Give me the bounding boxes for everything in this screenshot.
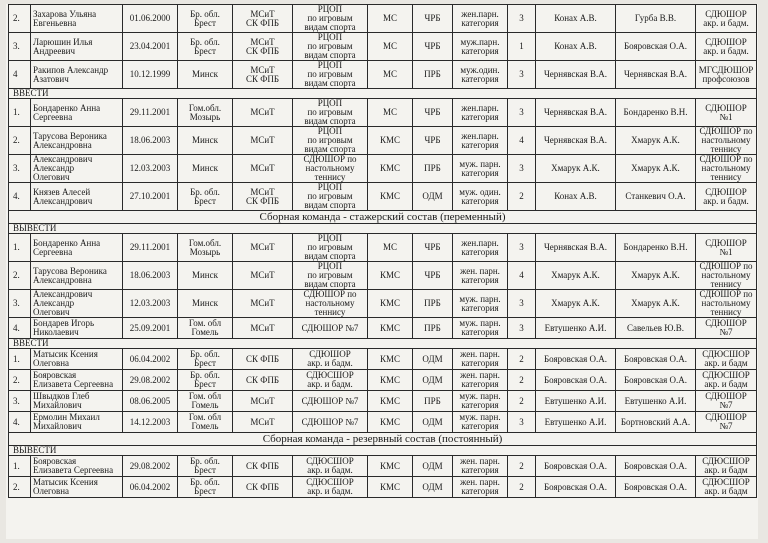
place-cell: 2 [508, 370, 536, 391]
coach-primary-cell: Бояровская О.А. [536, 456, 616, 477]
club-cell: СДЮСШОР акр. и бадм [696, 349, 757, 370]
region-cell: Гом.обл. Мозырь [178, 99, 233, 127]
birth-date-cell: 12.03.2003 [123, 290, 178, 318]
competition-category-cell: муж. один. категория [453, 183, 508, 211]
coach-primary-cell: Бояровская О.А. [536, 477, 616, 498]
training-school-cell: РЦОП по игровым видам спорта [293, 61, 368, 89]
row-number-cell: 4. [9, 318, 31, 339]
place-cell: 4 [508, 127, 536, 155]
athlete-name-cell: Бондарев Игорь Николаевич [31, 318, 123, 339]
region-cell: Минск [178, 61, 233, 89]
sport-rank-cell: МС [368, 33, 413, 61]
coach-personal-cell: Хмарук А.К. [616, 290, 696, 318]
coach-primary-cell: Хмарук А.К. [536, 290, 616, 318]
coach-primary-cell: Конах А.В. [536, 183, 616, 211]
club-cell: СДЮШОР акр. и бадм. [696, 5, 757, 33]
coach-personal-cell: Гурба В.В. [616, 5, 696, 33]
department-cell: МСиТ [233, 290, 293, 318]
club-cell: СДЮШОР №7 [696, 318, 757, 339]
birth-date-cell: 06.04.2002 [123, 349, 178, 370]
department-cell: МСиТ [233, 412, 293, 433]
place-cell: 3 [508, 99, 536, 127]
training-school-cell: РЦОП по игровым видам спорта [293, 99, 368, 127]
competition-category-cell: жен. парн. категория [453, 456, 508, 477]
athlete-name-cell: Ларюшин Илья Андреевич [31, 33, 123, 61]
coach-primary-cell: Чернявская В.А. [536, 61, 616, 89]
coach-personal-cell: Бортновский А.А. [616, 412, 696, 433]
training-school-cell: СДЮШОР №7 [293, 412, 368, 433]
row-number-cell: 2. [9, 262, 31, 290]
competition-category-cell: жен. парн. категория [453, 370, 508, 391]
place-cell: 1 [508, 33, 536, 61]
coach-primary-cell: Хмарук А.К. [536, 155, 616, 183]
training-school-cell: РЦОП по игровым видам спорта [293, 262, 368, 290]
region-cell: Минск [178, 290, 233, 318]
birth-date-cell: 29.11.2001 [123, 99, 178, 127]
table-row [9, 370, 757, 391]
action-marker-row [9, 339, 757, 349]
action-marker: ВВЕСТИ [9, 339, 757, 349]
department-cell: СК ФПБ [233, 477, 293, 498]
coach-primary-cell: Конах А.В. [536, 5, 616, 33]
athlete-name-cell: Бондаренко Анна Сергеевна [31, 99, 123, 127]
sport-rank-cell: КМС [368, 127, 413, 155]
birth-date-cell: 29.11.2001 [123, 234, 178, 262]
birth-date-cell: 18.06.2003 [123, 262, 178, 290]
department-cell: МСиТ СК ФПБ [233, 61, 293, 89]
birth-date-cell: 12.03.2003 [123, 155, 178, 183]
club-cell: СДЮШОР №1 [696, 99, 757, 127]
table-row [9, 33, 757, 61]
club-cell: СДЮШОР по настольному теннису [696, 262, 757, 290]
athlete-name-cell: Бондаренко Анна Сергеевна [31, 234, 123, 262]
club-cell: СДЮШОР акр. и бадм. [696, 33, 757, 61]
region-cell: Бр. обл. Брест [178, 5, 233, 33]
action-marker: ВВЕСТИ [9, 89, 757, 99]
coach-personal-cell: Бондаренко В.Н. [616, 234, 696, 262]
birth-date-cell: 29.08.2002 [123, 456, 178, 477]
section-heading-row [9, 433, 757, 446]
training-school-cell: СДЮШОР №7 [293, 318, 368, 339]
team-status-cell: ОДМ [413, 412, 453, 433]
training-school-cell: РЦОП по игровым видам спорта [293, 33, 368, 61]
place-cell: 3 [508, 5, 536, 33]
sport-rank-cell: КМС [368, 183, 413, 211]
athlete-name-cell: Александрович Александр Олегович [31, 155, 123, 183]
sport-rank-cell: МС [368, 5, 413, 33]
table-row [9, 477, 757, 498]
competition-category-cell: муж. парн. категория [453, 412, 508, 433]
athlete-name-cell: Захарова Ульяна Евгеньевна [31, 5, 123, 33]
club-cell: СДЮШОР №7 [696, 412, 757, 433]
sport-rank-cell: КМС [368, 290, 413, 318]
training-school-cell: РЦОП по игровым видам спорта [293, 127, 368, 155]
competition-category-cell: жен.парн. категория [453, 127, 508, 155]
team-status-cell: ОДМ [413, 477, 453, 498]
sport-rank-cell: КМС [368, 477, 413, 498]
coach-personal-cell: Хмарук А.К. [616, 262, 696, 290]
row-number-cell: 3. [9, 391, 31, 412]
birth-date-cell: 27.10.2001 [123, 183, 178, 211]
birth-date-cell: 08.06.2005 [123, 391, 178, 412]
row-number-cell: 4. [9, 412, 31, 433]
competition-category-cell: муж. парн. категория [453, 391, 508, 412]
row-number-cell: 4 [9, 61, 31, 89]
club-cell: СДЮШОР по настольному теннису [696, 290, 757, 318]
coach-personal-cell: Бондаренко В.Н. [616, 99, 696, 127]
birth-date-cell: 18.06.2003 [123, 127, 178, 155]
competition-category-cell: жен. парн. категория [453, 262, 508, 290]
table-row [9, 234, 757, 262]
team-status-cell: ПРБ [413, 290, 453, 318]
department-cell: МСиТ [233, 262, 293, 290]
sport-rank-cell: КМС [368, 349, 413, 370]
region-cell: Гом. обл Гомель [178, 318, 233, 339]
training-school-cell: СДЮШОР по настольному теннису [293, 290, 368, 318]
table-row [9, 391, 757, 412]
table-row [9, 183, 757, 211]
coach-personal-cell: Бояровская О.А. [616, 370, 696, 391]
row-number-cell: 2. [9, 127, 31, 155]
coach-personal-cell: Станкевич О.А. [616, 183, 696, 211]
team-status-cell: ЧРБ [413, 33, 453, 61]
table-row [9, 61, 757, 89]
coach-primary-cell: Евтушенко А.И. [536, 412, 616, 433]
row-number-cell: 2. [9, 477, 31, 498]
athlete-name-cell: Князев Алесей Александрович [31, 183, 123, 211]
coach-primary-cell: Евтушенко А.И. [536, 391, 616, 412]
region-cell: Бр. обл. Брест [178, 477, 233, 498]
athlete-name-cell: Бояровская Елизавета Сергеевна [31, 456, 123, 477]
table-row [9, 127, 757, 155]
action-marker-row [9, 224, 757, 234]
athlete-name-cell: Ермолин Михаил Михайлович [31, 412, 123, 433]
competition-category-cell: муж. парн. категория [453, 155, 508, 183]
competition-category-cell: жен.парн. категория [453, 99, 508, 127]
team-status-cell: ПРБ [413, 318, 453, 339]
roster-body [9, 5, 757, 498]
roster-table [8, 4, 757, 498]
department-cell: СК ФПБ [233, 370, 293, 391]
table-row [9, 262, 757, 290]
department-cell: МСиТ [233, 318, 293, 339]
sport-rank-cell: МС [368, 61, 413, 89]
team-status-cell: ОДМ [413, 370, 453, 391]
table-row [9, 456, 757, 477]
sport-rank-cell: КМС [368, 391, 413, 412]
team-status-cell: ПРБ [413, 155, 453, 183]
training-school-cell: СДЮШОР №7 [293, 391, 368, 412]
region-cell: Бр. обл. Брест [178, 349, 233, 370]
team-status-cell: ОДМ [413, 456, 453, 477]
place-cell: 2 [508, 456, 536, 477]
team-status-cell: ПРБ [413, 61, 453, 89]
coach-primary-cell: Хмарук А.К. [536, 262, 616, 290]
place-cell: 3 [508, 290, 536, 318]
club-cell: СДЮШОР №1 [696, 234, 757, 262]
coach-primary-cell: Чернявская В.А. [536, 99, 616, 127]
athlete-name-cell: Швыдков Глеб Михайлович [31, 391, 123, 412]
athlete-name-cell: Ракипов Александр Азатович [31, 61, 123, 89]
section-heading-row [9, 211, 757, 224]
coach-primary-cell: Конах А.В. [536, 33, 616, 61]
place-cell: 3 [508, 61, 536, 89]
place-cell: 3 [508, 412, 536, 433]
department-cell: МСиТ СК ФПБ [233, 183, 293, 211]
coach-personal-cell: Хмарук А.К. [616, 155, 696, 183]
region-cell: Минск [178, 155, 233, 183]
team-status-cell: ЧРБ [413, 5, 453, 33]
row-number-cell: 1. [9, 456, 31, 477]
coach-primary-cell: Бояровская О.А. [536, 349, 616, 370]
club-cell: СДЮШОР по настольному теннису [696, 127, 757, 155]
action-marker: ВЫВЕСТИ [9, 446, 757, 456]
training-school-cell: СДЮШОР акр. и бадм. [293, 349, 368, 370]
section-heading: Сборная команда - стажерский состав (переменный) [9, 211, 757, 224]
team-status-cell: ЧРБ [413, 127, 453, 155]
athlete-name-cell: Бояровская Елизавета Сергеевна [31, 370, 123, 391]
coach-primary-cell: Чернявская В.А. [536, 127, 616, 155]
table-row [9, 318, 757, 339]
region-cell: Гом. обл Гомель [178, 412, 233, 433]
coach-personal-cell: Савельев Ю.В. [616, 318, 696, 339]
birth-date-cell: 25.09.2001 [123, 318, 178, 339]
training-school-cell: РЦОП по игровым видам спорта [293, 234, 368, 262]
sport-rank-cell: КМС [368, 412, 413, 433]
competition-category-cell: жен. парн. категория [453, 349, 508, 370]
coach-personal-cell: Хмарук А.К. [616, 127, 696, 155]
row-number-cell: 3. [9, 155, 31, 183]
competition-category-cell: жен. парн. категория [453, 477, 508, 498]
sport-rank-cell: МС [368, 234, 413, 262]
birth-date-cell: 01.06.2000 [123, 5, 178, 33]
region-cell: Гом.обл. Мозырь [178, 234, 233, 262]
place-cell: 4 [508, 262, 536, 290]
row-number-cell: 2. [9, 5, 31, 33]
competition-category-cell: муж. парн. категория [453, 290, 508, 318]
club-cell: МГСДЮШОР профсоюзов [696, 61, 757, 89]
coach-primary-cell: Евтушенко А.И. [536, 318, 616, 339]
athlete-name-cell: Александрович Александр Олегович [31, 290, 123, 318]
sport-rank-cell: МС [368, 99, 413, 127]
department-cell: МСиТ [233, 234, 293, 262]
coach-personal-cell: Бояровская О.А. [616, 349, 696, 370]
team-status-cell: ЧРБ [413, 234, 453, 262]
team-status-cell: ПРБ [413, 391, 453, 412]
birth-date-cell: 29.08.2002 [123, 370, 178, 391]
department-cell: СК ФПБ [233, 349, 293, 370]
action-marker-row [9, 446, 757, 456]
competition-category-cell: жен.парн. категория [453, 234, 508, 262]
training-school-cell: СДЮШОР по настольному теннису [293, 155, 368, 183]
row-number-cell: 3. [9, 33, 31, 61]
department-cell: МСиТ [233, 127, 293, 155]
region-cell: Бр. обл. Брест [178, 183, 233, 211]
row-number-cell: 2. [9, 370, 31, 391]
table-row [9, 290, 757, 318]
team-status-cell: ОДМ [413, 183, 453, 211]
region-cell: Бр. обл. Брест [178, 33, 233, 61]
table-row [9, 99, 757, 127]
sport-rank-cell: КМС [368, 318, 413, 339]
region-cell: Бр. обл. Брест [178, 370, 233, 391]
team-status-cell: ЧРБ [413, 99, 453, 127]
region-cell: Минск [178, 127, 233, 155]
row-number-cell: 4. [9, 183, 31, 211]
club-cell: СДЮСШОР акр. и бадм [696, 477, 757, 498]
coach-primary-cell: Бояровская О.А. [536, 370, 616, 391]
club-cell: СДЮШОР акр. и бадм. [696, 183, 757, 211]
competition-category-cell: муж.парн. категория [453, 33, 508, 61]
place-cell: 2 [508, 391, 536, 412]
document-page [6, 4, 758, 539]
place-cell: 2 [508, 349, 536, 370]
sport-rank-cell: КМС [368, 155, 413, 183]
department-cell: МСиТ СК ФПБ [233, 33, 293, 61]
sport-rank-cell: КМС [368, 262, 413, 290]
club-cell: СДЮСШОР акр. и бадм [696, 370, 757, 391]
place-cell: 2 [508, 183, 536, 211]
coach-primary-cell: Чернявская В.А. [536, 234, 616, 262]
coach-personal-cell: Бояровская О.А. [616, 33, 696, 61]
training-school-cell: СДЮСШОР акр. и бадм. [293, 456, 368, 477]
region-cell: Гом. обл Гомель [178, 391, 233, 412]
competition-category-cell: муж. парн. категория [453, 318, 508, 339]
row-number-cell: 1. [9, 234, 31, 262]
place-cell: 3 [508, 234, 536, 262]
team-status-cell: ЧРБ [413, 262, 453, 290]
athlete-name-cell: Матысик Ксения Олеговна [31, 477, 123, 498]
place-cell: 2 [508, 477, 536, 498]
training-school-cell: СДЮСШОР акр. и бадм. [293, 370, 368, 391]
birth-date-cell: 10.12.1999 [123, 61, 178, 89]
coach-personal-cell: Чернявская В.А. [616, 61, 696, 89]
department-cell: МСиТ [233, 155, 293, 183]
club-cell: СДЮСШОР акр. и бадм [696, 456, 757, 477]
competition-category-cell: жен.парн. категория [453, 5, 508, 33]
training-school-cell: РЦОП по игровым видам спорта [293, 183, 368, 211]
training-school-cell: РЦОП по игровым видам спорта [293, 5, 368, 33]
athlete-name-cell: Матысик Ксения Олеговна [31, 349, 123, 370]
section-heading: Сборная команда - резервный состав (постоянный) [9, 433, 757, 446]
action-marker-row [9, 89, 757, 99]
region-cell: Бр. обл. Брест [178, 456, 233, 477]
region-cell: Минск [178, 262, 233, 290]
athlete-name-cell: Тарусова Вероника Александровна [31, 127, 123, 155]
department-cell: МСиТ [233, 99, 293, 127]
row-number-cell: 3. [9, 290, 31, 318]
birth-date-cell: 14.12.2003 [123, 412, 178, 433]
row-number-cell: 1. [9, 349, 31, 370]
competition-category-cell: муж.один. категория [453, 61, 508, 89]
sport-rank-cell: КМС [368, 456, 413, 477]
table-row [9, 155, 757, 183]
training-school-cell: СДЮСШОР акр. и бадм. [293, 477, 368, 498]
coach-personal-cell: Бояровская О.А. [616, 456, 696, 477]
coach-personal-cell: Евтушенко А.И. [616, 391, 696, 412]
department-cell: МСиТ [233, 391, 293, 412]
club-cell: СДЮШОР №7 [696, 391, 757, 412]
department-cell: СК ФПБ [233, 456, 293, 477]
sport-rank-cell: КМС [368, 370, 413, 391]
place-cell: 3 [508, 318, 536, 339]
action-marker: ВЫВЕСТИ [9, 224, 757, 234]
table-row [9, 349, 757, 370]
row-number-cell: 1. [9, 99, 31, 127]
birth-date-cell: 23.04.2001 [123, 33, 178, 61]
athlete-name-cell: Тарусова Вероника Александровна [31, 262, 123, 290]
coach-personal-cell: Бояровская О.А. [616, 477, 696, 498]
birth-date-cell: 06.04.2002 [123, 477, 178, 498]
team-status-cell: ОДМ [413, 349, 453, 370]
department-cell: МСиТ СК ФПБ [233, 5, 293, 33]
club-cell: СДЮШОР по настольному теннису [696, 155, 757, 183]
table-row [9, 412, 757, 433]
table-row [9, 5, 757, 33]
place-cell: 3 [508, 155, 536, 183]
